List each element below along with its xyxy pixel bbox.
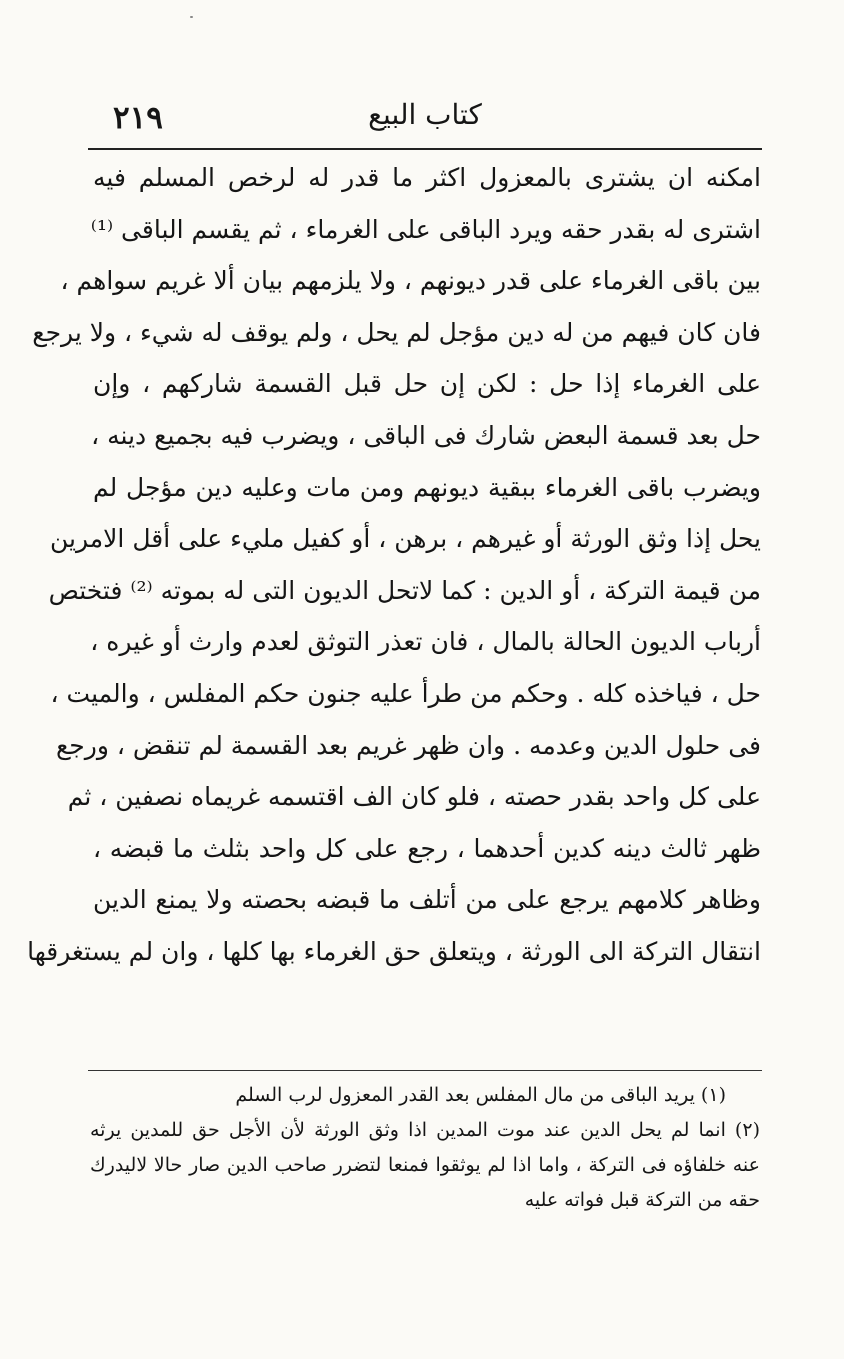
text-line: ويضرب باقى الغرماء ببقية ديونهم ومن مات وعليه دين مؤجل لم <box>93 472 761 502</box>
footnote-2: (٢) انما لم يحل الدين عند موت المدين اذا وثق الورثة لأن الأجل حق للمدين يرثه <box>90 1119 760 1141</box>
footnote-2-continued: عنه خلفاؤه فى التركة ، واما اذا لم يوثقوا فمنعا لتضرر صاحب الدين صار حالا لاليدرك <box>90 1154 760 1176</box>
text-line: فان كان فيهم من له دين مؤجل لم يحل ، ولم يوقف له شيء ، ولا يرجع <box>32 317 761 347</box>
page-header <box>95 96 755 142</box>
footnotes <box>90 1078 760 1218</box>
page-number: ٢١٩ <box>113 100 163 136</box>
text-line: ظهر ثالث دينه كدين أحدهما ، رجع على كل واحد بثلث ما قبضه ، <box>93 833 761 863</box>
text-line: أرباب الديون الحالة بالمال ، فان تعذر التوثق لعدم وارث أو غيره ، <box>90 627 761 657</box>
text-line: حل ، فياخذه كله . وحكم من طرأ عليه جنون حكم المفلس ، والميت ، <box>50 678 761 708</box>
footnote-1: (١) يريد الباقى من مال المفلس بعد القدر المعزول لرب السلم <box>235 1084 726 1106</box>
text-line: فى حلول الدين وعدمه . وان ظهر غريم بعد القسمة لم تنقض ، ورجع <box>55 730 761 760</box>
footnote-2-continued: حقه من التركة قبل فواته عليه <box>524 1189 760 1211</box>
text-line: انتقال التركة الى الورثة ، ويتعلق حق الغرماء بها كلها ، وان لم يستغرقها <box>27 936 761 966</box>
text-line: حل بعد قسمة البعض شارك فى الباقى ، ويضرب فيه بجميع دينه ، <box>91 420 761 450</box>
text-line: امكنه ان يشترى بالمعزول اكثر ما قدر له لرخص المسلم فيه <box>93 163 761 192</box>
text-line: من قيمة التركة ، أو الدين : كما لاتحل الديون التى له بموته ⁽²⁾ فتختص <box>48 575 761 605</box>
text-line: على الغرماء إذا حل : لكن إن حل قبل القسمة شاركهم ، وإن <box>93 369 761 399</box>
footnote-rule <box>88 1070 762 1071</box>
text-line: يحل إذا وثق الورثة أو غيرهم ، برهن ، أو كفيل مليء على أقل الامرين <box>50 524 761 554</box>
header-rule <box>88 148 762 150</box>
main-text <box>27 152 761 978</box>
text-line: اشترى له بقدر حقه ويرد الباقى على الغرماء ، ثم يقسم الباقى ⁽¹⁾ <box>90 214 761 244</box>
text-line: على كل واحد بقدر حصته ، فلو كان الف اقتسمه غريماه نصفين ، ثم <box>67 782 761 812</box>
running-title: كتاب البيع <box>368 98 482 131</box>
text-line: بين باقى الغرماء على قدر ديونهم ، ولا يلزمهم بيان ألا غريم سواهم ، <box>60 266 761 296</box>
paper-speck <box>190 16 193 18</box>
text-line: وظاهر كلامهم يرجع على من أتلف ما قبضه بحصته ولا يمنع الدين <box>93 885 761 915</box>
